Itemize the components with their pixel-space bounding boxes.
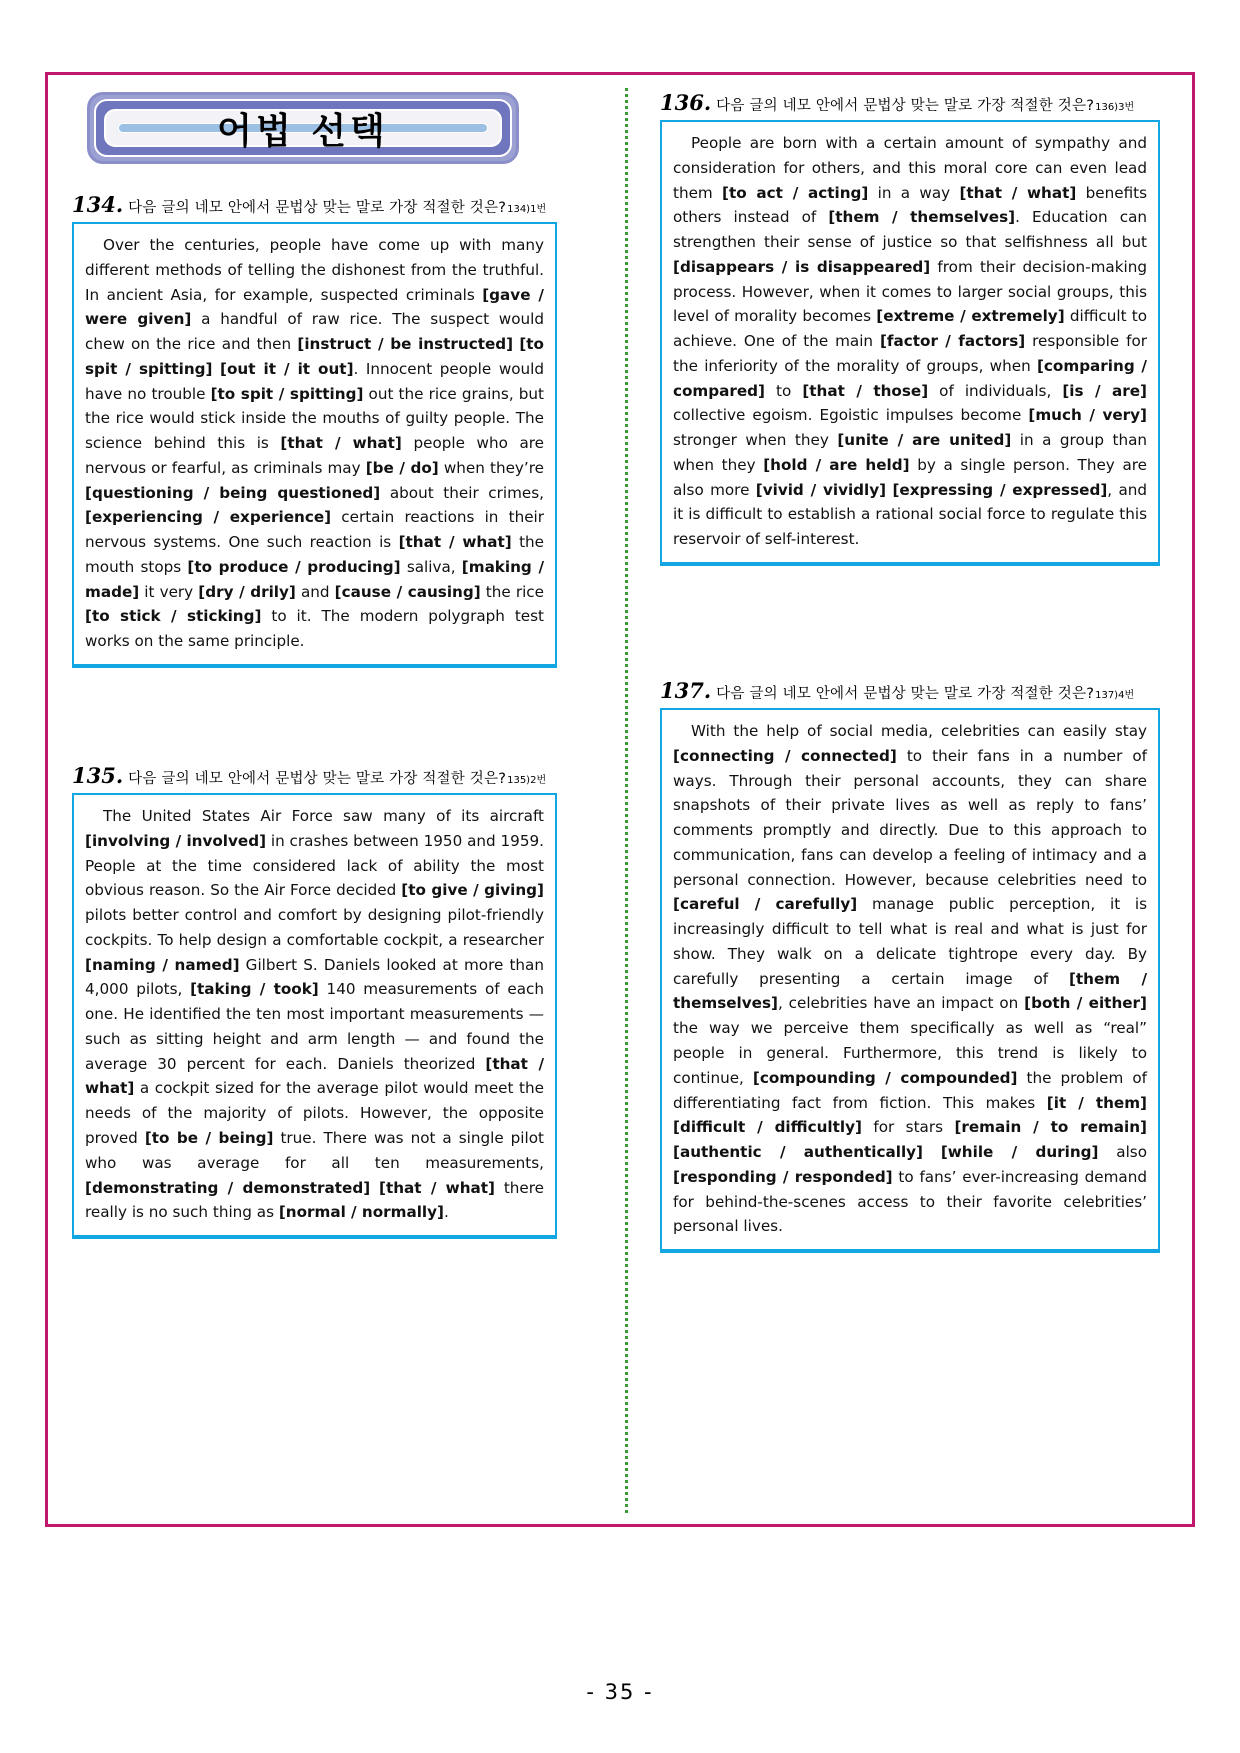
page-number-footer: - 35 - [586,1680,654,1704]
question-heading-137 [660,678,1160,703]
right-column [660,72,1160,1253]
question-superscript-137: 137)4번 [1095,690,1135,702]
question-block-137 [660,678,1160,1253]
banner-inner-layer [118,110,488,152]
column-divider [625,88,628,1513]
question-superscript-135: 135)2번 [507,775,547,787]
banner-outer-layer [87,92,519,164]
question-block-136 [660,90,1160,566]
section-title-text: 어법 선택 [217,110,389,152]
passage-box-134: Over the centuries, people have come up with many different methods of telling the dishonest from the truthful. In ancient Asia, for example, suspected criminals [gave / were given] a handful of raw rice. The suspect would chew on the rice and then [instruct / be instructed] [to spit / spitting] [out it / it out]. Innocent people would have no trouble [to spit / spitting] out the rice grains, but the rice would stick inside the mouths of guilty people. The science behind this is [that / what] people who are nervous or fearful, as criminals may [be / do] when they’re [questioning / being questioned] about their crimes, [experiencing / experience] certain reactions in their nervous systems. One such reaction is [that / what] the mouth stops [to produce / producing] saliva, [making / made] it very [dry / drily] and [cause / causing] the rice [to stick / sticking] to it. The modern polygraph test works on the same principle. [72,222,557,668]
left-column [72,72,557,1239]
question-number-136: 136. [660,90,712,115]
question-block-134 [72,192,557,668]
question-heading-136 [660,90,1160,115]
passage-box-136: People are born with a certain amount of sympathy and consideration for others, and this moral core can even lead them [to act / acting] in a way [that / what] benefits others instead of [them / themselves]. Education can strengthen their sense of justice so that selfishness all but [disappears / is disappeared] from their decision-making process. However, when it comes to larger social groups, this level of morality becomes [extreme / extremely] difficult to achieve. One of the main [factor / factors] responsible for the inferiority of the morality of groups, when [comparing / compared] to [that / those] of individuals, [is / are] collective egoism. Egoistic impulses become [much / very] stronger when they [unite / are united] in a group than when they [hold / are held] by a single person. They are also more [vivid / vividly] [expressing / expressed], and it is difficult to establish a rational social force to regulate this reservoir of self-interest. [660,120,1160,566]
banner-second-layer [94,99,512,157]
section-title-banner [87,92,519,164]
question-prompt-135: 다음 글의 네모 안에서 문법상 맞는 말로 가장 적절한 것은? [128,771,507,788]
banner-third-layer [104,109,502,152]
question-superscript-134: 134)1번 [507,204,547,215]
question-block-135 [72,763,557,1239]
question-number-134: 134. [72,192,124,217]
question-heading-135 [72,763,557,788]
question-heading-134 [72,192,557,217]
question-prompt-137: 다음 글의 네모 안에서 문법상 맞는 말로 가장 적절한 것은? [716,686,1095,703]
question-number-137: 137. [660,678,712,704]
question-superscript-136: 136)3번 [1095,102,1135,113]
passage-box-137: With the help of social media, celebrities can easily stay [connecting / connected] to their fans in a number of ways. Through their personal accounts, they can share snapshots of their private lives as well as reply to fans’ comments promptly and directly. Due to this approach to communication, fans can develop a feeling of intimacy and a personal connection. However, because celebrities need to [careful / carefully] manage public perception, it is increasingly difficult to tell what is real and what is just for show. They walk on a delicate tightrope every day. By carefully presenting a certain image of [them / themselves], celebrities have an impact on [both / either] the way we perceive them specifically as well as “real” people in general. Furthermore, this trend is likely to continue, [compounding / compounded] the problem of differentiating fact from fiction. This makes [it / them] [difficult / difficultly] for stars [remain / to remain] [authentic / authentically] [while / during] also [responding / responded] to fans’ ever-increasing demand for behind-the-scenes access to their favorite celebrities’ personal lives. [660,708,1160,1253]
question-prompt-136: 다음 글의 네모 안에서 문법상 맞는 말로 가장 적절한 것은? [716,98,1095,114]
passage-box-135: The United States Air Force saw many of its aircraft [involving / involved] in crashes between 1950 and 1959. People at the time considered lack of ability the most obvious reason. So the Air Force decided [to give / giving] pilots better control and comfort by designing pilot-friendly cockpits. To help design a comfortable cockpit, a researcher [naming / named] Gilbert S. Daniels looked at more than 4,000 pilots, [taking / took] 140 measurements of each one. He identified the ten most important measurements — such as sitting height and arm length — and found the average 30 percent for each. Daniels theorized [that / what] a cockpit sized for the average pilot would meet the needs of the majority of pilots. However, the opposite proved [to be / being] true. There was not a single pilot who was average for all ten measurements, [demonstrating / demonstrated] [that / what] there really is no such thing as [normal / normally]. [72,793,557,1239]
question-number-135: 135. [72,763,124,789]
question-prompt-134: 다음 글의 네모 안에서 문법상 맞는 말로 가장 적절한 것은? [128,200,507,216]
